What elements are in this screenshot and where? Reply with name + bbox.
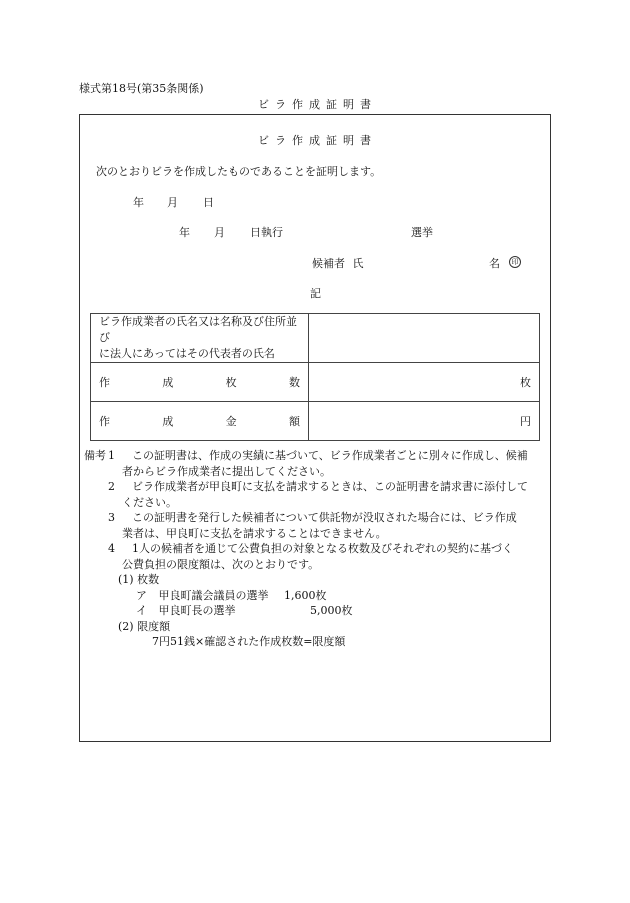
note-item-3 [84, 510, 554, 541]
note-text: この証明書は、作成の実績に基づいて、ビラ作成業者ごとに別々に作成し、候補 [132, 449, 528, 462]
amount-label-char: 額 [288, 415, 300, 428]
quantity-label-char: 作 [99, 376, 110, 389]
form-number: 様式第18号(第35条関係) [79, 82, 204, 95]
certificate-statement: 次のとおりビラを作成したものであることを証明します。 [96, 165, 382, 178]
quantity-row-a-text: 甲良町議会議員の選挙 [158, 588, 269, 602]
note-text: 者からビラ作成業者に提出してください。 [122, 464, 331, 478]
quantity-row-i-mark: イ [136, 604, 147, 617]
quantity-value-cell[interactable] [309, 363, 540, 402]
note-number: 1 [108, 449, 115, 462]
vendor-value-cell[interactable] [309, 314, 540, 363]
note-text: ビラ作成業者が甲良町に支払を請求するときは、この証明書を請求書に添付して [132, 480, 528, 493]
quantity-row-a-mark: ア [136, 588, 147, 602]
quantity-label-char: 枚 [225, 376, 237, 389]
issue-date-year: 年 [133, 196, 144, 209]
election-year: 年 [179, 226, 190, 239]
quantity-label-char: 数 [288, 376, 300, 389]
certificate-table [90, 313, 540, 441]
quantity-unit: 枚 [520, 376, 531, 389]
quantity-row-i-value: 5,000枚 [310, 604, 353, 617]
amount-unit: 円 [520, 415, 531, 428]
quantity-label-cell [91, 363, 309, 402]
note-text: 公費負担の限度額は、次のとおりです。 [122, 557, 320, 571]
certificate-title: ビラ作成証明書 [258, 134, 377, 147]
quantity-row-i [84, 603, 554, 619]
sub-heading-quantity: (1) 枚数 [118, 573, 160, 586]
note-number: 3 [108, 511, 115, 524]
note-item-1 [84, 448, 554, 479]
vendor-label-line2: に法人にあってはその代表者の氏名 [99, 347, 275, 360]
vendor-label-line1: ビラ作成業者の氏名又は名称及び住所並び [99, 315, 297, 344]
note-item-2 [84, 479, 554, 510]
issue-date-day: 日 [203, 196, 214, 209]
amount-value-cell[interactable] [309, 402, 540, 441]
quantity-row-a-value: 1,600枚 [284, 588, 327, 602]
quantity-row-a [84, 588, 554, 604]
note-number: 2 [108, 480, 115, 493]
quantity-row-i-text: 甲良町長の選挙 [158, 604, 236, 617]
note-number: 4 [108, 542, 115, 555]
page-title: ビラ作成証明書 [258, 98, 377, 111]
note-text: ください。 [122, 495, 177, 509]
candidate-name-suffix: 名 [489, 257, 500, 270]
sub-heading-limit: (2) 限度額 [118, 619, 171, 633]
note-item-4 [84, 541, 554, 572]
ki-label: 記 [310, 287, 321, 300]
note-text: この証明書を発行した候補者について供託物が没収された場合には、ビラ作成 [132, 511, 517, 524]
amount-label-char: 成 [162, 415, 174, 428]
quantity-label-char: 成 [162, 376, 174, 389]
amount-label-char: 作 [99, 415, 110, 428]
vendor-label-cell [91, 314, 309, 363]
table-row [91, 314, 540, 363]
issue-date-month: 月 [167, 196, 178, 209]
notes-heading: 備考 [84, 449, 106, 462]
election-suffix: 選挙 [411, 226, 433, 239]
limit-formula: 7円51銭×確認された作成枚数=限度額 [152, 635, 346, 648]
notes-section [84, 448, 554, 650]
election-day-held: 日執行 [250, 226, 283, 239]
note-text: 業者は、甲良町に支払を請求することはできません。 [122, 526, 387, 540]
election-month: 月 [214, 226, 225, 239]
amount-label-char: 金 [225, 415, 237, 428]
seal-icon: 印 [509, 256, 521, 268]
amount-label-cell [91, 402, 309, 441]
table-row [91, 363, 540, 402]
note-text: 1人の候補者を通じて公費負担の対象となる枚数及びそれぞれの契約に基づく [132, 542, 513, 555]
table-row [91, 402, 540, 441]
candidate-label: 候補者 氏 [312, 257, 364, 270]
